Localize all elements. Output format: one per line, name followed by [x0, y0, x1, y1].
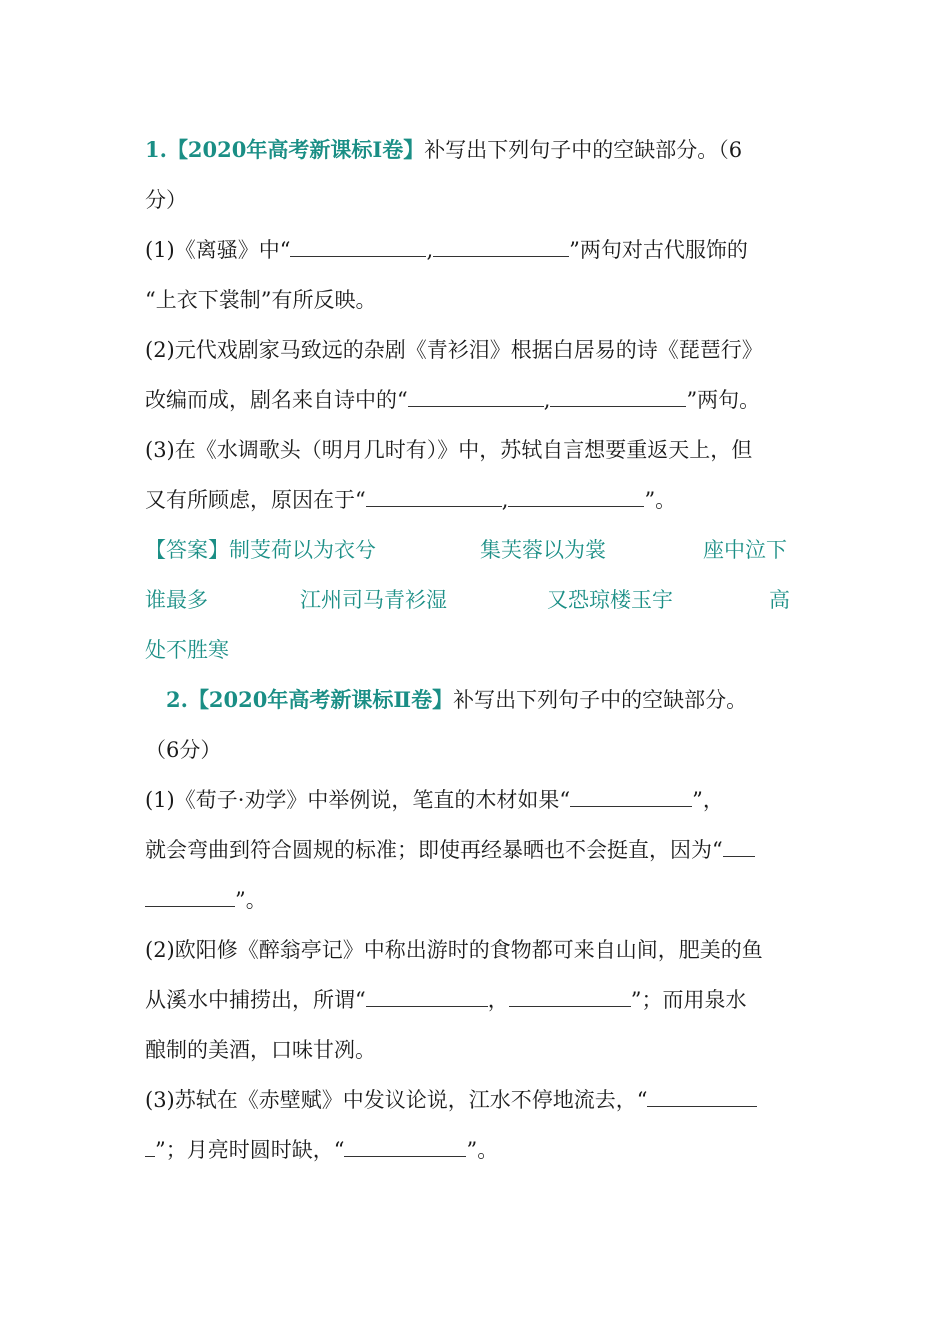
q2-source: 【2020年高考新课标Ⅱ卷】 [187, 687, 454, 712]
q1-part1-text: “上衣下裳制”有所反映。 [145, 288, 377, 312]
q1-part2-suffix: ”两句。 [686, 388, 761, 412]
answer-5: 又恐琼楼玉宇 [547, 588, 673, 612]
q1-part3-suffix: ”。 [644, 488, 677, 512]
q1-number: 1. [145, 137, 167, 162]
q2-heading [145, 675, 805, 725]
q1-part2-prefix: 改编而成，剧名来自诗中的“ [145, 388, 408, 412]
answer-blank[interactable] [366, 484, 502, 507]
comma: ， [487, 988, 509, 1012]
q1-instruction: 补写出下列句子中的空缺部分。（6 [424, 138, 743, 162]
answer-2: 集芙蓉以为裳 [480, 538, 606, 562]
answer-blank[interactable] [550, 384, 686, 407]
q2-part2-line1 [145, 925, 805, 975]
answer-blank[interactable] [647, 1084, 757, 1107]
answer-line1 [145, 525, 805, 575]
comma: , [543, 388, 551, 412]
q1-score-line [145, 175, 805, 225]
answer-6: 高 [769, 588, 790, 612]
q2-part1-text: 就会弯曲到符合圆规的标准；即使再经暴晒也不会挺直，因为“ [145, 838, 723, 862]
q1-part1-line2 [145, 275, 805, 325]
q1-part1-suffix: ”两句对古代服饰的 [569, 238, 748, 262]
q2-part2-end: 酿制的美酒，口味甘冽。 [145, 1038, 376, 1062]
q1-part2-line1 [145, 325, 805, 375]
q2-part1-end: ”。 [235, 888, 267, 912]
answer-blank[interactable] [290, 234, 426, 257]
answer-blank[interactable] [366, 984, 488, 1007]
answer-blank[interactable] [508, 484, 644, 507]
q2-part2-line3 [145, 1025, 805, 1075]
q2-part1-prefix: (1)《荀子·劝学》中举例说，笔直的木材如果“ [145, 788, 571, 812]
q2-part3-end: ”。 [466, 1138, 499, 1162]
answer-blank-cont[interactable] [145, 884, 235, 907]
q2-part3-prefix: (3)苏轼在《赤壁赋》中发议论说，江水不停地流去，“ [145, 1088, 648, 1112]
q2-part1-line1 [145, 775, 805, 825]
comma: , [501, 488, 509, 512]
answer-label: 【答案】 [145, 538, 229, 562]
q2-part3-line1 [145, 1075, 805, 1125]
answer-3-cont: 谁最多 [145, 588, 208, 612]
q2-score: （6分） [145, 738, 222, 762]
q1-source: 【2020年高考新课标Ⅰ卷】 [166, 137, 425, 162]
q2-part3-line2 [145, 1125, 805, 1175]
answer-blank[interactable] [433, 234, 569, 257]
q1-part1-prefix: (1)《离骚》中“ [145, 238, 291, 262]
answer-blank[interactable] [723, 834, 755, 857]
answer-4: 江州司马青衫湿 [300, 588, 447, 612]
q2-number: 2. [166, 687, 188, 712]
answer-6-cont: 处不胜寒 [145, 638, 229, 662]
q1-part2-line2 [145, 375, 805, 425]
q2-part2-text: (2)欧阳修《醉翁亭记》中称出游时的食物都可来自山间，肥美的鱼 [145, 938, 763, 962]
q2-part1-line3 [145, 875, 805, 925]
answer-3: 座中泣下 [703, 538, 787, 562]
q2-part1-suffix: ”， [692, 788, 724, 812]
q2-part1-line2 [145, 825, 805, 875]
q2-part2-line2 [145, 975, 805, 1025]
q1-heading [145, 125, 805, 175]
q2-part2-suffix: ”；而用泉水 [630, 988, 747, 1012]
q1-part2-text: (2)元代戏剧家马致远的杂剧《青衫泪》根据白居易的诗《琵琶行》 [145, 338, 763, 362]
answer-line2 [145, 575, 805, 625]
answer-blank[interactable] [408, 384, 544, 407]
q2-part2-prefix: 从溪水中捕捞出，所谓“ [145, 988, 366, 1012]
answer-blank[interactable] [344, 1134, 466, 1157]
q2-score-line [145, 725, 805, 775]
answer-line3 [145, 625, 805, 675]
q1-part3-prefix: 又有所顾虑，原因在于“ [145, 488, 366, 512]
q1-part3-line2 [145, 475, 805, 525]
answer-blank[interactable] [570, 784, 692, 807]
q2-instruction: 补写出下列句子中的空缺部分。 [453, 688, 748, 712]
q1-part3-line1 [145, 425, 805, 475]
q1-part1-line1 [145, 225, 805, 275]
answer-blank[interactable] [509, 984, 631, 1007]
answer-blank-cont[interactable] [145, 1134, 155, 1157]
q1-part3-text: (3)在《水调歌头（明月几时有）》中，苏轼自言想要重返天上，但 [145, 438, 753, 462]
q1-score-tail: 分） [145, 188, 187, 212]
q2-part3-mid: ”；月亮时圆时缺，“ [155, 1138, 345, 1162]
answer-1: 制芰荷以为衣兮 [229, 538, 376, 562]
document-page [145, 125, 805, 1175]
comma: , [426, 238, 434, 262]
